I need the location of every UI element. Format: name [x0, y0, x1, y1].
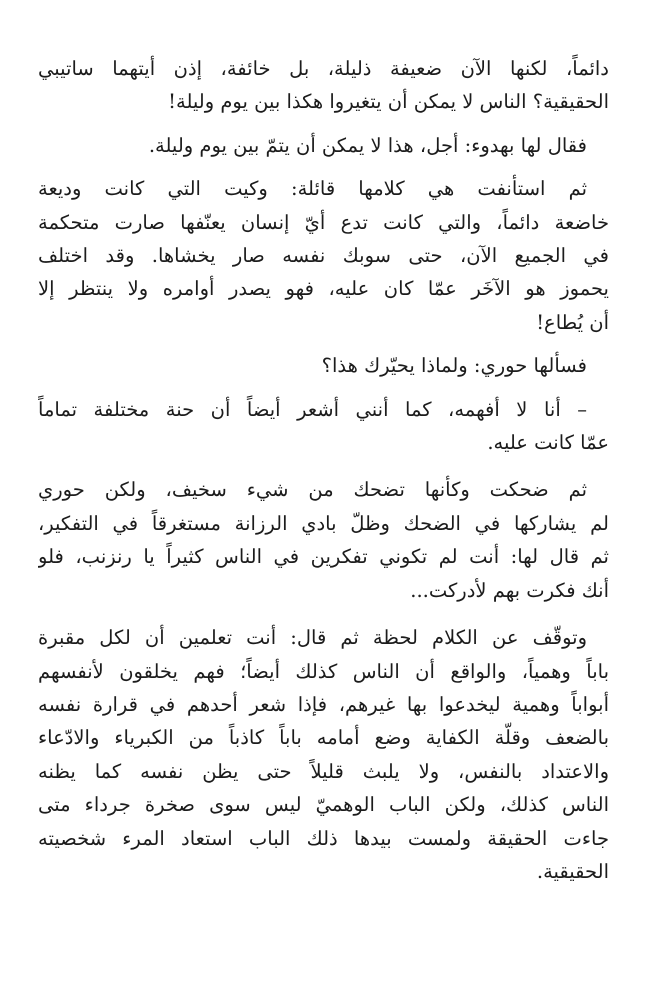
paragraph-1 — [38, 52, 609, 119]
text-line: ثم ضحكت وكأنها تضحك من شيء سخيف، ولكن حوري — [38, 478, 587, 502]
text-line: أنك فكرت بهم لأدركت... — [410, 578, 609, 602]
paragraph-4 — [38, 349, 609, 382]
text-line: وتوقّف عن الكلام لحظة ثم قال: أنت تعلمين أن لكل مقبرة — [38, 626, 587, 650]
text-line: – أنا لا أفهمه، كما أنني أشعر أيضاً أن حنة مختلفة تماماً — [38, 397, 587, 421]
text-line: الحقيقية. — [536, 859, 609, 883]
text-line: باباً وهمياً، والواقع أن الناس كذلك أيضاً؛ فهم يخلقون لأنفسهم — [38, 659, 609, 683]
text-line: جاءت الحقيقة ولمست بيدها ذلك الباب استعاد المرء شخصيته — [38, 826, 609, 850]
text-line: أبواباً وهمية ليخدعوا بها غيرهم، فإذا شعر أحدهم في قرارة نفسه — [38, 692, 609, 716]
text-line: والاعتداد بالنفس، ولا يلبث قليلاً حتى يظن نفسه كما يظنه — [38, 759, 609, 783]
paragraph-2 — [38, 129, 609, 162]
text-line: فسألها حوري: ولماذا يحيّرك هذا؟ — [321, 354, 587, 378]
paragraph-5 — [38, 393, 609, 460]
text-line: ثم قال لها: أنت لم تكوني تفكرين في الناس كثيراً يا رنزنب، فلو — [38, 545, 609, 569]
text-line: خاضعة دائماً، والتي كانت تدع أيّ إنسان يعنّفها صارت متحكمة — [38, 210, 609, 234]
text-line: أن يُطاع! — [536, 310, 609, 334]
text-line: لم يشاركها في الضحك وظلّ بادي الرزانة مستغرقاً في التفكير، — [38, 511, 609, 535]
paragraph-7 — [38, 621, 609, 888]
text-line: فقال لها بهدوء: أجل، هذا لا يمكن أن يتمّ بين يوم وليلة. — [148, 133, 587, 157]
text-line: في الجميع الآن، حتى سوبك نفسه صار يخشاها. وقد اختلف — [38, 244, 609, 268]
text-line: يحموز هو الآخَر عمّا كان عليه، فهو يصدر أوامره ولا ينتظر إلا — [38, 277, 609, 301]
text-line: الناس كذلك، ولكن الباب الوهميّ ليس سوى صخرة جرداء متى — [38, 793, 609, 817]
text-line: الحقيقية؟ الناس لا يمكن أن يتغيروا هكذا بين يوم وليلة! — [168, 90, 609, 114]
text-line: عمّا كانت عليه. — [487, 431, 609, 455]
text-line: دائماً، لكنها الآن ضعيفة ذليلة، بل خائفة، إذن أيتهما ساتيبي — [38, 57, 609, 80]
paragraph-3 — [38, 172, 609, 339]
text-line: بالضعف وقلّة الكفاية وضع أمامه باباً كاذباً من الكبرياء والادّعاء — [38, 726, 609, 750]
paragraph-6 — [38, 473, 609, 607]
text-line: ثم استأنفت هي كلامها قائلة: وكيت التي كانت وديعة — [38, 177, 587, 201]
